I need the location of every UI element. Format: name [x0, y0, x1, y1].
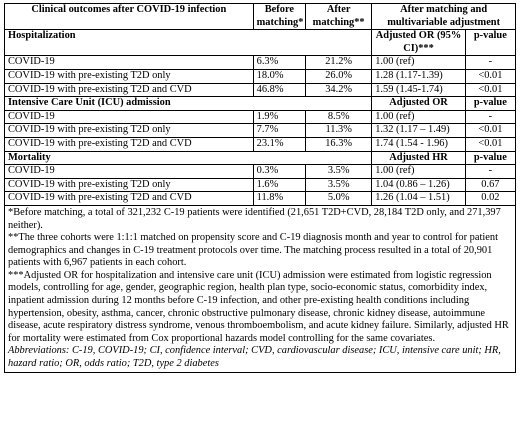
subhead-p-value: p-value	[465, 151, 515, 165]
table-row	[5, 69, 516, 83]
cell-after: 21.2%	[306, 56, 372, 70]
cell-after: 3.5%	[306, 178, 372, 192]
cell-before: 18.0%	[253, 69, 305, 83]
table-row	[5, 178, 516, 192]
table-row	[5, 165, 516, 179]
section-title-hospitalization: Hospitalization	[5, 30, 372, 56]
section-header-row	[5, 151, 516, 165]
cell-before: 11.8%	[253, 192, 305, 206]
cell-p-value: <0.01	[465, 83, 515, 97]
row-label: COVID-19 with pre-existing T2D only	[5, 69, 254, 83]
cell-before: 0.3%	[253, 165, 305, 179]
subhead-p-value: p-value	[465, 30, 515, 56]
cell-p-value: 0.02	[465, 192, 515, 206]
section-title-icu: Intensive Care Unit (ICU) admission	[5, 97, 372, 111]
cell-before: 1.6%	[253, 178, 305, 192]
cell-p-value: 0.67	[465, 178, 515, 192]
cell-p-value: <0.01	[465, 69, 515, 83]
cell-p-value: <0.01	[465, 137, 515, 151]
cell-before: 23.1%	[253, 137, 305, 151]
cell-before: 7.7%	[253, 124, 305, 138]
cell-p-value: -	[465, 110, 515, 124]
row-label: COVID-19 with pre-existing T2D only	[5, 178, 254, 192]
row-label: COVID-19 with pre-existing T2D and CVD	[5, 137, 254, 151]
table-row	[5, 192, 516, 206]
table-row	[5, 56, 516, 70]
cell-adjusted: 1.00 (ref)	[372, 56, 466, 70]
cell-after: 26.0%	[306, 69, 372, 83]
footnote-before-matching: *Before matching, a total of 321,232 C-19 patients were identified (21,651 T2D+CVD, 28,184 T2D only, and 271,397 neither).	[8, 206, 501, 231]
cell-after: 3.5%	[306, 165, 372, 179]
header-before-matching: Before matching*	[253, 4, 305, 30]
row-label: COVID-19 with pre-existing T2D and CVD	[5, 192, 254, 206]
footnote-after-matching: **The three cohorts were 1:1:1 matched on propensity score and C-19 diagnosis month and year to control for patient demographics and changes in C-19 treatment protocols over time. The matching process resulted in a total of 20,901 patients with 6,967 patients in each cohort.	[8, 232, 498, 269]
section-header-row	[5, 97, 516, 111]
table-row	[5, 83, 516, 97]
header-outcomes: Clinical outcomes after COVID-19 infection	[5, 4, 254, 30]
cell-after: 34.2%	[306, 83, 372, 97]
cell-before: 1.9%	[253, 110, 305, 124]
cell-adjusted: 1.26 (1.04 – 1.51)	[372, 192, 466, 206]
cell-adjusted: 1.00 (ref)	[372, 165, 466, 179]
footnotes-cell	[5, 205, 516, 372]
row-label: COVID-19 with pre-existing T2D only	[5, 124, 254, 138]
cell-after: 11.3%	[306, 124, 372, 138]
results-table-document	[4, 3, 516, 373]
cell-adjusted: 1.32 (1.17 – 1.49)	[372, 124, 466, 138]
footnotes-row	[5, 205, 516, 372]
row-label: COVID-19 with pre-existing T2D and CVD	[5, 83, 254, 97]
clinical-outcomes-table	[4, 3, 516, 373]
cell-p-value: -	[465, 56, 515, 70]
table-row	[5, 110, 516, 124]
table-row	[5, 124, 516, 138]
footnote-abbreviations: Abbreviations: C-19, COVID-19; CI, confidence interval; CVD, cardiovascular disease; ICU, intensive care unit; HR, hazard ratio; OR, odds ratio; T2D, type 2 diabetes	[8, 345, 501, 370]
cell-adjusted: 1.00 (ref)	[372, 110, 466, 124]
cell-adjusted: 1.04 (0.86 – 1.26)	[372, 178, 466, 192]
cell-before: 6.3%	[253, 56, 305, 70]
cell-p-value: <0.01	[465, 124, 515, 138]
table-row	[5, 137, 516, 151]
section-title-mortality: Mortality	[5, 151, 372, 165]
table-header-row	[5, 4, 516, 30]
cell-p-value: -	[465, 165, 515, 179]
cell-adjusted: 1.28 (1.17-1.39)	[372, 69, 466, 83]
header-after-matching: After matching**	[306, 4, 372, 30]
cell-after: 5.0%	[306, 192, 372, 206]
row-label: COVID-19	[5, 165, 254, 179]
cell-before: 46.8%	[253, 83, 305, 97]
cell-adjusted: 1.74 (1.54 - 1.96)	[372, 137, 466, 151]
row-label: COVID-19	[5, 56, 254, 70]
header-adjusted: After matching and multivariable adjustment	[372, 4, 516, 30]
footnote-adjustment: ***Adjusted OR for hospitalization and intensive care unit (ICU) admission were estimated from logistic regression models, controlling for age, gender, geographic region, health plan type, socio-economic status, comorbidity index, inpatient admission during 12 months before C-19 infection, and other pre-existing health conditions including hypertension, obesity, asthma, cancer, chronic obstructive pulmonary disease, chronic kidney disease, autoimmune disease, acute respiratory distress syndrome, venous thromboembolism, and acute kidney failure. Similarly, adjusted HR for mortality were estimated from Cox proportional hazards model controlling for the same covariates.	[8, 269, 509, 344]
row-label: COVID-19	[5, 110, 254, 124]
subhead-estimate: Adjusted OR	[372, 97, 466, 111]
subhead-estimate: Adjusted HR	[372, 151, 466, 165]
subhead-estimate: Adjusted OR (95% CI)***	[372, 30, 466, 56]
section-header-row	[5, 30, 516, 56]
cell-adjusted: 1.59 (1.45-1.74)	[372, 83, 466, 97]
cell-after: 16.3%	[306, 137, 372, 151]
subhead-p-value: p-value	[465, 97, 515, 111]
cell-after: 8.5%	[306, 110, 372, 124]
